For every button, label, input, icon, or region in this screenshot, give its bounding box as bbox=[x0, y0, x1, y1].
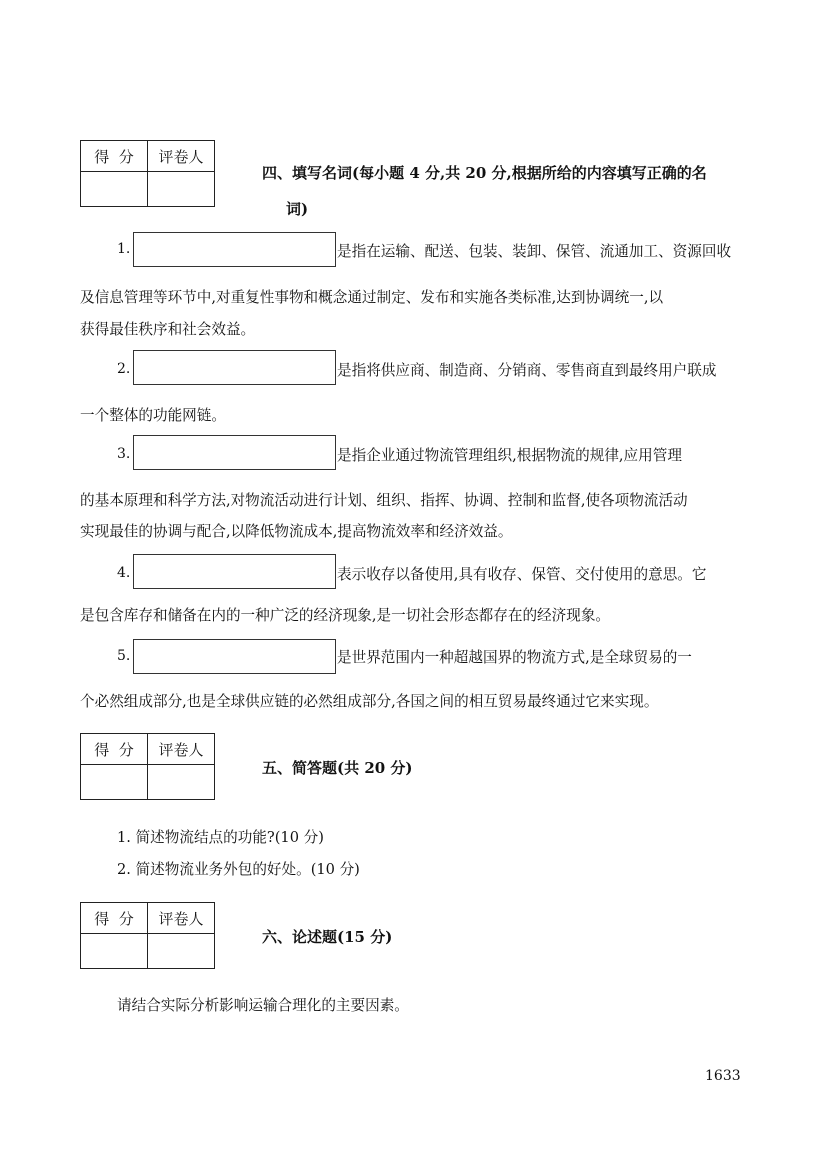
score-cell[interactable] bbox=[81, 934, 148, 969]
q1-number: 1. bbox=[117, 241, 131, 257]
score-box-section4 bbox=[80, 140, 215, 207]
q3-line2: 的基本原理和科学方法,对物流活动进行计划、组织、指挥、协调、控制和监督,使各项物流活动 bbox=[80, 492, 688, 509]
section6-question: 请结合实际分析影响运输合理化的主要因素。 bbox=[117, 997, 409, 1014]
q3-number: 3. bbox=[117, 446, 131, 462]
q5-line1: 是世界范围内一种超越国界的物流方式,是全球贸易的一 bbox=[337, 649, 692, 666]
section5-title: 五、简答题(共 20 分) bbox=[262, 759, 413, 777]
q1-line2: 及信息管理等环节中,对重复性事物和概念通过制定、发布和实施各类标准,达到协调统一,以 bbox=[80, 289, 664, 306]
page-number: 1633 bbox=[705, 1068, 741, 1084]
grader-label: 评卷人 bbox=[148, 141, 215, 172]
q4-line2: 是包含库存和储备在内的一种广泛的经济现象,是一切社会形态都存在的经济现象。 bbox=[80, 607, 611, 624]
grader-label: 评卷人 bbox=[148, 903, 215, 934]
score-label: 得 分 bbox=[81, 903, 148, 934]
q2-number: 2. bbox=[117, 361, 131, 377]
score-cell[interactable] bbox=[81, 172, 148, 207]
q2-line2: 一个整体的功能网链。 bbox=[80, 407, 226, 424]
q5-line2: 个必然组成部分,也是全球供应链的必然组成部分,各国之间的相互贸易最终通过它来实现。 bbox=[80, 693, 659, 710]
score-label: 得 分 bbox=[81, 141, 148, 172]
section4-title-line2: 词) bbox=[286, 200, 309, 218]
q3-answer-box[interactable] bbox=[133, 435, 336, 470]
q3-line1: 是指企业通过物流管理组织,根据物流的规律,应用管理 bbox=[337, 447, 682, 464]
q3-line3: 实现最佳的协调与配合,以降低物流成本,提高物流效率和经济效益。 bbox=[80, 523, 513, 540]
score-box-section5 bbox=[80, 733, 215, 800]
grader-cell[interactable] bbox=[148, 765, 215, 800]
section4-title bbox=[262, 156, 707, 190]
section4-title-cont bbox=[286, 192, 308, 226]
grader-label: 评卷人 bbox=[148, 734, 215, 765]
q1-line1: 是指在运输、配送、包装、装卸、保管、流通加工、资源回收 bbox=[337, 243, 732, 260]
section5-q2: 2. 简述物流业务外包的好处。(10 分) bbox=[117, 861, 360, 878]
q1-answer-box[interactable] bbox=[133, 232, 336, 267]
grader-cell[interactable] bbox=[148, 172, 215, 207]
q4-number: 4. bbox=[117, 565, 131, 581]
q5-number: 5. bbox=[117, 648, 131, 664]
score-label: 得 分 bbox=[81, 734, 148, 765]
score-cell[interactable] bbox=[81, 765, 148, 800]
q1-line3: 获得最佳秩序和社会效益。 bbox=[80, 321, 256, 338]
q4-answer-box[interactable] bbox=[133, 554, 336, 589]
q5-answer-box[interactable] bbox=[133, 639, 336, 674]
score-box-section6 bbox=[80, 902, 215, 969]
q2-line1: 是指将供应商、制造商、分销商、零售商直到最终用户联成 bbox=[337, 362, 717, 379]
section4-title-line1: 四、填写名词(每小题 4 分,共 20 分,根据所给的内容填写正确的名 bbox=[262, 164, 707, 182]
grader-cell[interactable] bbox=[148, 934, 215, 969]
section5-q1: 1. 简述物流结点的功能?(10 分) bbox=[117, 829, 324, 846]
q2-answer-box[interactable] bbox=[133, 350, 336, 385]
q4-line1: 表示收存以备使用,具有收存、保管、交付使用的意思。它 bbox=[337, 566, 707, 583]
section6-title: 六、论述题(15 分) bbox=[262, 928, 393, 946]
